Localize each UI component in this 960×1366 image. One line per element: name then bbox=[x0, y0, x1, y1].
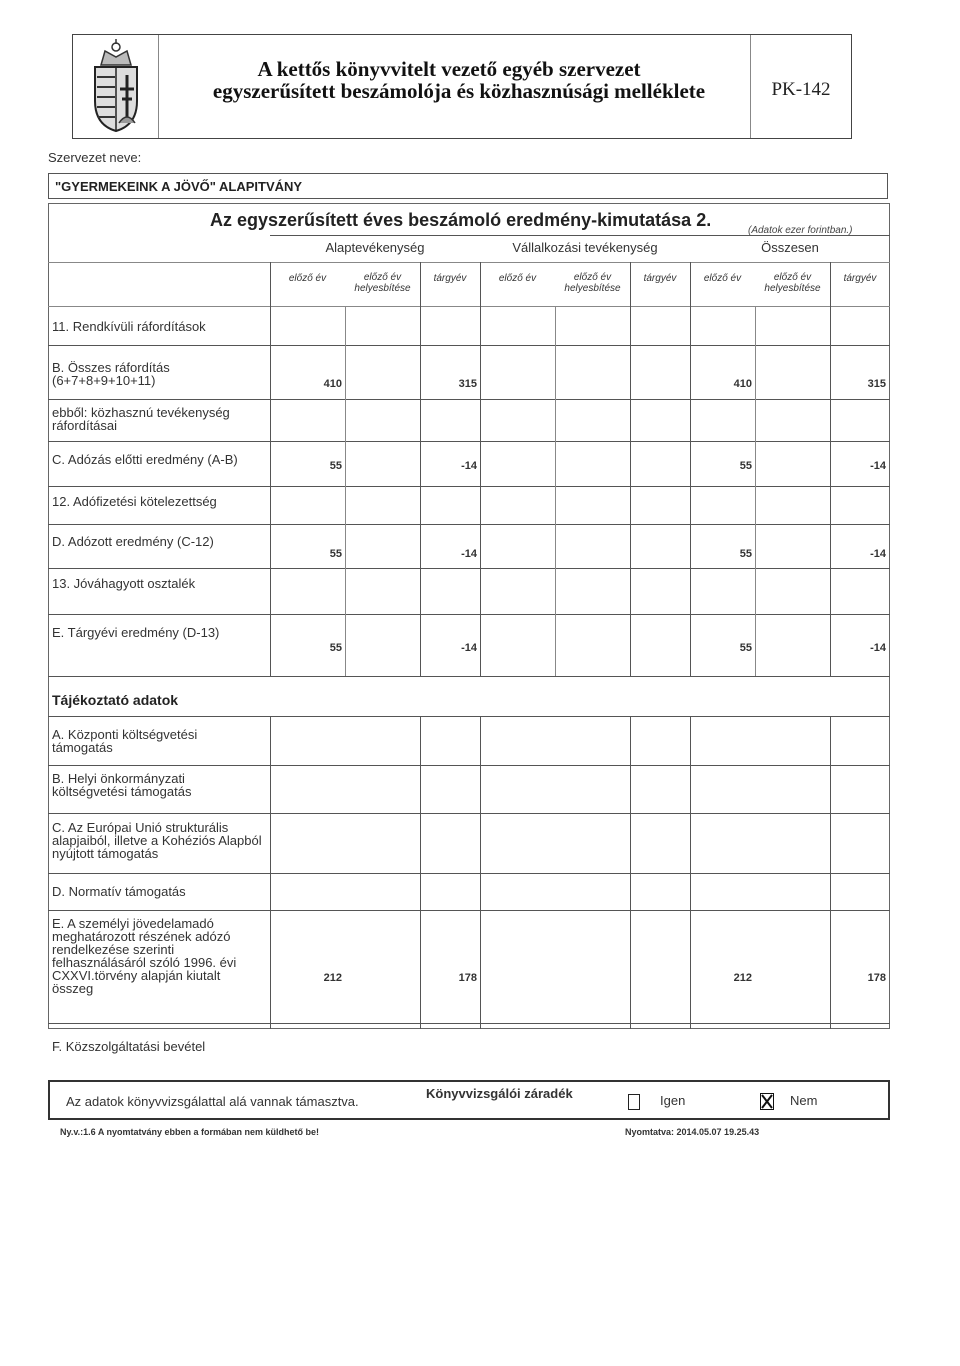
info-label-kozszolgaltatasi: F. Közszolgáltatási bevétel bbox=[52, 1039, 206, 1054]
cell-value: -14 bbox=[461, 460, 477, 472]
audit-yes-checkbox[interactable] bbox=[628, 1094, 640, 1110]
report-title: Az egyszerűsített éves beszámoló eredmény-kimutatása 2. bbox=[210, 210, 712, 230]
row-label-adofizetesi: 12. Adófizetési kötelezettség bbox=[52, 494, 217, 509]
info-label-normativ: D. Normatív támogatás bbox=[52, 884, 186, 899]
footer-left: Ny.v.:1.6 A nyomtatvány ebben a formában nem küldhető be! bbox=[60, 1127, 320, 1137]
cell-value: 55 bbox=[739, 460, 752, 472]
audit-statement: Az adatok könyvvizsgálattal alá vannak támasztva. bbox=[66, 1094, 359, 1109]
cell-value: 55 bbox=[329, 460, 342, 472]
audit-clause-label: Könyvvizsgálói záradék bbox=[426, 1086, 573, 1101]
coat-of-arms-icon bbox=[83, 39, 149, 135]
org-label: Szervezet neve: bbox=[48, 150, 142, 165]
cell-value: -14 bbox=[461, 642, 477, 654]
group-header-alap: Alaptevékenység bbox=[325, 240, 425, 255]
group-header-vallalkozasi: Vállalkozási tevékenység bbox=[512, 240, 658, 255]
cell-value: 55 bbox=[329, 642, 342, 654]
col-header: előző év helyesbítése bbox=[354, 272, 411, 294]
audit-box bbox=[48, 1080, 890, 1120]
cell-value: 212 bbox=[323, 972, 342, 984]
cell-value: -14 bbox=[870, 460, 886, 472]
col-header: tárgyév bbox=[643, 273, 677, 284]
info-label-eu: C. Az Európai Unió strukturális alapjaiból, illetve a Kohéziós Alapból nyújtott támogatás bbox=[52, 820, 262, 861]
footer-right: Nyomtatva: 2014.05.07 19.25.43 bbox=[625, 1127, 760, 1137]
form-header bbox=[72, 34, 852, 139]
cell-value: 410 bbox=[733, 378, 752, 390]
org-name-box bbox=[48, 173, 888, 199]
org-name: "GYERMEKEINK A JÖVŐ" ALAPITVÁNY bbox=[55, 179, 303, 194]
cell-value: 410 bbox=[323, 378, 342, 390]
row-label-adozott: D. Adózott eredmény (C-12) bbox=[52, 534, 214, 549]
check-x-icon bbox=[761, 1094, 773, 1109]
row-label-adozas-elotti: C. Adózás előtti eredmény (A-B) bbox=[52, 452, 238, 467]
row-label-osztalek: 13. Jóváhagyott osztalék bbox=[52, 576, 196, 591]
info-label-helyi: B. Helyi önkormányzati költségvetési támogatás bbox=[52, 771, 192, 799]
info-label-szja: E. A személyi jövedelamadó meghatározott részének adózó rendelkezése szerinti felhasználásáról szóló 1996. évi CXXVI.törvény alapján kiutalt összeg bbox=[52, 916, 237, 996]
form-title-line1: A kettős könyvvitelt vezető egyéb szervezet bbox=[257, 57, 641, 81]
col-header: tárgyév bbox=[843, 273, 877, 284]
form-code: PK-142 bbox=[771, 79, 831, 100]
col-header: előző év bbox=[703, 273, 742, 284]
cell-value: -14 bbox=[870, 548, 886, 560]
audit-no-label: Nem bbox=[790, 1093, 818, 1108]
cell-value: 315 bbox=[867, 378, 886, 390]
row-label-kozhasznu: ebből: közhasznú tevékenység ráfordításai bbox=[52, 405, 230, 433]
row-label-targyevi: E. Tárgyévi eredmény (D-13) bbox=[52, 625, 220, 640]
col-header: előző év helyesbítése bbox=[764, 272, 821, 294]
cell-value: 55 bbox=[329, 548, 342, 560]
cell-value: 315 bbox=[458, 378, 477, 390]
col-header: tárgyév bbox=[433, 273, 467, 284]
row-label-osszes-raforditas: B. Összes ráfordítás (6+7+8+9+10+11) bbox=[52, 360, 170, 388]
cell-value: -14 bbox=[461, 548, 477, 560]
col-header: előző év bbox=[498, 273, 537, 284]
audit-no-checkbox[interactable] bbox=[760, 1093, 774, 1110]
form-title-line2: egyszerűsített beszámolója és közhasznúsági melléklete bbox=[212, 79, 706, 103]
cell-value: 212 bbox=[733, 972, 752, 984]
info-heading: Tájékoztató adatok bbox=[52, 692, 179, 708]
info-label-kozponti: A. Központi költségvetési támogatás bbox=[52, 727, 198, 755]
cell-value: 55 bbox=[739, 642, 752, 654]
cell-value: -14 bbox=[870, 642, 886, 654]
units-note: (Adatok ezer forintban.) bbox=[748, 225, 853, 236]
cell-value: 178 bbox=[867, 972, 886, 984]
row-label-rendkivuli: 11. Rendkívüli ráfordítások bbox=[52, 319, 206, 334]
group-header-osszesen: Összesen bbox=[761, 240, 819, 255]
cell-value: 55 bbox=[739, 548, 752, 560]
cell-value: 178 bbox=[458, 972, 477, 984]
col-header: előző év helyesbítése bbox=[564, 272, 621, 294]
audit-yes-label: Igen bbox=[660, 1093, 686, 1108]
col-header: előző év bbox=[288, 273, 327, 284]
